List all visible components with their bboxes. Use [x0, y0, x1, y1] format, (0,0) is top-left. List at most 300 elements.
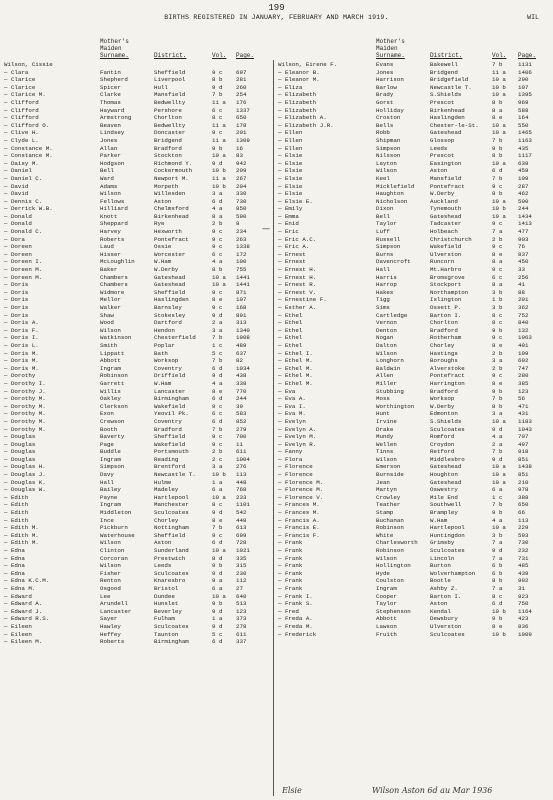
- entry-mother: Baverty: [100, 433, 125, 441]
- entry-district: Pershore: [154, 106, 182, 114]
- entry-page: 611: [236, 630, 247, 638]
- entry-name: — Francis F.: [278, 531, 320, 539]
- register-entry: [4, 152, 270, 160]
- entry-vol: 9 d: [212, 372, 223, 380]
- entry-vol: 6 c: [212, 250, 223, 258]
- register-entry: [4, 175, 270, 183]
- entry-name: Wilson, Cissie: [4, 61, 53, 68]
- entry-page: 39: [236, 402, 243, 410]
- entry-mother: Wilson: [100, 562, 121, 570]
- entry-district: Dewsbury: [430, 615, 458, 623]
- register-entry: [4, 509, 270, 517]
- register-entry: [4, 258, 270, 266]
- entry-mother: Hilliard: [100, 205, 128, 213]
- entry-district: Worksop: [154, 357, 179, 365]
- entry-district: Boroughs: [430, 357, 458, 365]
- entry-mother: Waterhouse: [100, 531, 135, 539]
- entry-page: 588: [518, 106, 529, 114]
- entry-name: — Ethel I.: [278, 349, 313, 357]
- entry-page: 1101: [236, 501, 250, 509]
- entry-name: — Francis E.: [278, 524, 320, 532]
- entry-district: Bradford: [154, 144, 182, 152]
- entry-name: — Eva I.: [278, 402, 306, 410]
- register-entry: [4, 327, 270, 335]
- entry-vol: 9 b: [212, 144, 223, 152]
- entry-district: Barton I.: [430, 592, 462, 600]
- entry-district: Chester-le-St.: [430, 121, 479, 129]
- register-entry: [278, 304, 550, 312]
- entry-page: 448: [236, 516, 247, 524]
- entry-district: Chorlton: [430, 319, 458, 327]
- entry-vol: 7 b: [492, 136, 503, 144]
- entry-page: 107: [236, 296, 247, 304]
- entry-district: Portsmouth: [154, 448, 189, 456]
- entry-name: — Edith M.: [4, 539, 39, 547]
- entry-page: 1034: [236, 364, 250, 372]
- entry-name: — Evelyn M.: [278, 433, 317, 441]
- entry-page: 315: [236, 562, 247, 570]
- entry-page: 234: [236, 228, 247, 236]
- district-header: District.: [154, 52, 187, 59]
- register-entry: [4, 463, 270, 471]
- entry-mother: Shepherd: [100, 76, 128, 84]
- register-entry: [278, 463, 550, 471]
- register-entry: [278, 190, 550, 198]
- register-entry: [278, 175, 550, 183]
- entry-mother: Abbott: [376, 615, 397, 623]
- register-entry: [4, 220, 270, 228]
- entry-mother: Lawson: [376, 622, 397, 630]
- volume-label: WIL: [527, 14, 539, 21]
- entry-name: — Douglas: [4, 455, 36, 463]
- entry-page: 513: [236, 600, 247, 608]
- entry-name: — Dorothy M.: [4, 402, 46, 410]
- entry-vol: 6 d: [492, 600, 503, 608]
- register-entry: [4, 410, 270, 418]
- entry-district: Doncaster: [154, 129, 186, 137]
- entry-name: — Clarice: [4, 83, 36, 91]
- register-entry: [4, 623, 270, 631]
- register-entry: [4, 577, 270, 585]
- entry-mother: Robinson: [376, 547, 404, 554]
- entry-mother: Teather: [376, 501, 401, 509]
- entry-district: Driffield: [154, 372, 186, 380]
- entry-mother: Cooper: [376, 592, 397, 600]
- entry-vol: 2 a: [212, 319, 223, 327]
- entry-page: 902: [518, 577, 529, 585]
- entry-page: 611: [236, 448, 247, 456]
- register-entry: [4, 251, 270, 259]
- entry-page: 41: [518, 281, 525, 289]
- entry-page: 201: [518, 296, 529, 304]
- entry-page: 109: [518, 174, 529, 182]
- register-entry: [278, 198, 550, 206]
- entry-vol: 6 d: [492, 167, 503, 175]
- entry-district: Yeovil Pk.: [154, 410, 189, 418]
- entry-mother: Irvine: [376, 417, 397, 425]
- entry-name: — Eric A.C.: [278, 235, 317, 243]
- entry-page: 1465: [518, 129, 532, 137]
- register-entry: [278, 577, 550, 585]
- entry-district: Liverpool: [154, 76, 186, 84]
- entry-name: — Ernestine F.: [278, 296, 327, 304]
- register-entry: [4, 160, 270, 168]
- register-entry: [278, 243, 550, 251]
- entry-district: Wakefield: [154, 402, 186, 410]
- entry-vol: 9 c: [492, 220, 503, 228]
- entry-mother: Willis: [100, 387, 121, 395]
- entry-name: — Daisy M.: [4, 159, 39, 167]
- entry-mother: White: [376, 531, 394, 539]
- entry-name: — Edward R.S.: [4, 615, 50, 623]
- entry-district: Alverstoke: [430, 364, 465, 372]
- entry-vol: 6 c: [492, 273, 503, 281]
- entry-vol: 1 a: [212, 478, 223, 486]
- entry-vol: 8 e: [212, 516, 223, 524]
- entry-page: 747: [518, 364, 529, 372]
- entry-vol: 2 c: [212, 455, 223, 463]
- entry-vol: 8 e: [492, 622, 503, 630]
- entry-page: 1021: [236, 547, 250, 554]
- entry-page: 969: [518, 98, 529, 106]
- entry-vol: 8 e: [212, 387, 223, 395]
- entry-name: — Doris F.: [4, 326, 39, 334]
- entry-name: — Clara: [4, 68, 29, 76]
- entry-district: Newcastle T.: [430, 83, 472, 91]
- entry-name: — Eric A.: [278, 243, 310, 251]
- entry-mother: Holliday: [376, 106, 404, 114]
- entry-vol: 7 a: [492, 554, 503, 562]
- entry-name: — Dorothy: [4, 372, 36, 380]
- entry-page: 201: [236, 129, 247, 137]
- entry-mother: Burns: [376, 250, 394, 258]
- entry-mother: Booth: [100, 425, 118, 433]
- entry-name: — Edith: [4, 493, 29, 501]
- entry-district: Worcester: [154, 250, 186, 258]
- entry-mother: Robinson: [376, 524, 404, 532]
- entry-page: 836: [518, 622, 529, 630]
- entry-district: Birmingham: [154, 395, 189, 403]
- entry-vol: 10 a: [212, 273, 226, 281]
- entry-mother: Stubbing: [376, 387, 404, 395]
- entry-name: — Doris M.: [4, 349, 39, 357]
- entry-district: Oswestry: [430, 486, 458, 494]
- entry-vol: 10 a: [492, 76, 506, 84]
- register-entry: [278, 122, 550, 130]
- entry-name: — Ellen: [278, 136, 303, 144]
- register-entry: [278, 145, 550, 153]
- entry-page: 1434: [518, 212, 532, 220]
- entry-district: W.Derby: [154, 266, 179, 274]
- entry-page: 388: [518, 493, 529, 501]
- entry-district: Barton I.: [430, 311, 462, 319]
- vol-header: Vol.: [212, 52, 227, 59]
- entry-mother: Sheppard: [100, 220, 128, 228]
- entry-mother: Sims: [376, 304, 390, 311]
- entry-mother: Keel: [376, 174, 390, 182]
- entry-name: — Elizabeth A.: [278, 114, 327, 122]
- vol-header: Vol.: [492, 52, 507, 59]
- register-entry: [4, 524, 270, 532]
- entry-name: — Doris L.: [4, 341, 39, 349]
- entry-vol: 10 b: [492, 607, 506, 615]
- entry-vol: 6 b: [492, 569, 503, 577]
- entry-vol: 8 c: [212, 114, 223, 122]
- entry-name: — Eleanor B.: [278, 68, 320, 76]
- entry-page: 699: [236, 531, 247, 539]
- entry-mother: Burnside: [376, 471, 404, 479]
- entry-page: 76: [518, 243, 525, 251]
- entry-mother: Wellen: [376, 440, 397, 448]
- entry-page: 1395: [518, 91, 532, 99]
- entry-page: 168: [236, 304, 247, 311]
- register-entry: [278, 107, 550, 115]
- entry-name: — David: [4, 190, 29, 198]
- entry-name: — Ethel: [278, 334, 303, 342]
- entry-vol: 10 a: [492, 197, 506, 205]
- entry-name: — Eva A.: [278, 395, 306, 403]
- entry-page: 280: [518, 372, 529, 380]
- entry-district: Prescot: [430, 98, 455, 106]
- entry-page: 438: [236, 372, 247, 380]
- handwritten-name: Elsie: [282, 786, 302, 795]
- register-entry: [4, 433, 270, 441]
- entry-district: Morpeth: [154, 182, 179, 190]
- entry-mother: Shipman: [376, 136, 401, 144]
- entry-mother: Barlow: [376, 83, 397, 91]
- entry-district: Haslingden: [154, 296, 189, 304]
- entry-page: 891: [236, 311, 247, 319]
- register-entry: [4, 380, 270, 388]
- entry-district: Ulverston: [430, 250, 462, 258]
- register-entry: [278, 220, 550, 228]
- entry-page: 1413: [518, 220, 532, 228]
- register-entry: [4, 243, 270, 251]
- entry-page: 254: [236, 91, 247, 99]
- entry-page: 1164: [518, 607, 532, 615]
- entry-page: 942: [236, 159, 247, 167]
- entry-page: 593: [518, 531, 529, 539]
- entry-mother: Garrett: [100, 379, 125, 387]
- entry-name: — Frank: [278, 569, 303, 577]
- entry-vol: 8 b: [492, 190, 503, 198]
- register-entry: [278, 555, 550, 563]
- entry-page: 279: [236, 425, 247, 433]
- entry-mother: Buchanan: [376, 516, 404, 524]
- register-entry: [278, 312, 550, 320]
- entry-vol: 6 d: [212, 417, 223, 425]
- entry-vol: 7 b: [212, 524, 223, 532]
- entry-district: Chesterfield: [154, 334, 196, 342]
- entry-vol: 9 c: [492, 182, 503, 190]
- entry-name: — Eric: [278, 228, 299, 236]
- entry-page: 450: [518, 258, 529, 266]
- entry-name: — Doris: [4, 311, 29, 319]
- entry-mother: Wilson: [376, 554, 397, 562]
- entry-page: 1337: [236, 106, 250, 114]
- entry-district: Bromsgrove: [430, 273, 465, 281]
- entry-name: — Edward J.: [4, 607, 43, 615]
- entry-district: Hendon: [154, 326, 175, 334]
- entry-page: 439: [518, 569, 529, 577]
- entry-district: Croydon: [430, 440, 455, 448]
- entry-page: 107: [518, 83, 529, 91]
- entry-vol: 7 b: [212, 334, 223, 342]
- entry-district: Rye: [154, 220, 165, 228]
- entry-page: 978: [518, 486, 529, 494]
- register-entry: [278, 593, 550, 601]
- register-entry: [4, 145, 270, 153]
- entry-vol: 9 a: [212, 577, 223, 585]
- entry-district: W.Ham: [430, 516, 448, 524]
- entry-name: — Douglas H.: [4, 463, 46, 471]
- entry-district: Pontefract: [430, 372, 465, 380]
- entry-mother: Clerkson: [100, 402, 128, 410]
- entry-district: Dartford: [154, 319, 182, 327]
- entry-district: Bradford: [430, 387, 458, 395]
- entry-vol: 8 a: [212, 212, 223, 220]
- entry-district: Burton: [430, 562, 451, 570]
- register-entry: [278, 327, 550, 335]
- entry-vol: 6 b: [492, 562, 503, 570]
- entry-page: 923: [518, 592, 529, 600]
- entry-vol: 9 c: [212, 288, 223, 296]
- entry-name: — Doris: [4, 304, 29, 311]
- entry-vol: 1 a: [212, 615, 223, 623]
- entry-district: Aston: [154, 197, 172, 205]
- entry-district: Tynemouth: [430, 205, 462, 213]
- entry-vol: 2 b: [492, 235, 503, 243]
- register-entry: [4, 532, 270, 540]
- entry-district: Sheffield: [154, 531, 186, 539]
- entry-name: — Clifford: [4, 114, 39, 122]
- entry-district: Gateshead: [430, 129, 462, 137]
- register-entry: [4, 631, 270, 639]
- entry-name: — Doris: [4, 296, 29, 304]
- entry-district: Lancaster: [154, 387, 186, 395]
- entry-vol: 7 a: [492, 584, 503, 592]
- entry-name: — Dorothy I.: [4, 379, 46, 387]
- entry-name: — Frank S.: [278, 600, 313, 608]
- page-header: Page.: [236, 52, 255, 59]
- register-entry: [278, 562, 550, 570]
- entry-name: — Clive H.: [4, 129, 39, 137]
- entry-mother: Arundell: [100, 600, 128, 608]
- register-entry: [278, 319, 550, 327]
- entry-mother: Smith: [100, 341, 118, 349]
- page-title: BIRTHS REGISTERED IN JANUARY, FEBRUARY AND MARCH 1919.: [164, 14, 389, 21]
- entry-mother: Baker: [100, 266, 118, 274]
- entry-district: Middlesbro: [430, 455, 465, 463]
- entry-vol: 3 a: [492, 410, 503, 418]
- entry-vol: 10 a: [212, 493, 226, 501]
- entry-page: 768: [236, 486, 247, 494]
- entry-district: Holbeach: [430, 228, 458, 236]
- entry-page: 33: [518, 266, 525, 274]
- entry-district: Sculcoates: [154, 622, 189, 630]
- entry-name: — Doris I.: [4, 334, 39, 342]
- entry-vol: 9 c: [212, 531, 223, 539]
- entry-district: Taunton: [154, 630, 179, 638]
- right-column: [278, 28, 550, 798]
- register-entry: [278, 129, 550, 137]
- entry-mother: Micklefield: [376, 182, 415, 190]
- entry-name: — Edward: [4, 592, 32, 600]
- entry-page: 707: [518, 433, 529, 441]
- entry-district: Northampton: [430, 288, 469, 296]
- entry-district: Grimsby: [430, 539, 455, 547]
- entry-vol: 10 a: [492, 478, 506, 486]
- entry-name: — Florence: [278, 471, 313, 479]
- entry-mother: Nicholson: [376, 197, 408, 205]
- entry-district: Glossop: [430, 136, 455, 144]
- entry-mother: Wood: [100, 319, 114, 327]
- entry-district: Auckland: [430, 197, 458, 205]
- entry-page: 1008: [236, 334, 250, 342]
- entry-district: Reading: [154, 455, 179, 463]
- register-entry: [4, 350, 270, 358]
- entry-page: 132: [518, 326, 529, 334]
- entry-mother: Jones: [100, 136, 118, 144]
- entry-name: — Doris: [4, 288, 29, 296]
- entry-page: 8: [236, 220, 240, 228]
- entry-mother: Taylor: [376, 600, 397, 608]
- register-entry: [278, 372, 550, 380]
- entry-page: 1163: [518, 136, 532, 144]
- register-entry: [4, 274, 270, 282]
- entry-mother: Ingram: [100, 364, 121, 372]
- entry-name: — Dorothy M.: [4, 417, 46, 425]
- entry-page: 66: [518, 509, 525, 517]
- register-entry: [4, 129, 270, 137]
- register-entry: [278, 517, 550, 525]
- entry-name: — Doris: [4, 281, 29, 289]
- entry-page: 232: [518, 547, 529, 554]
- entry-vol: 9 c: [492, 266, 503, 274]
- entry-name: — Edith: [4, 516, 29, 524]
- entry-district: Willesden: [154, 190, 186, 198]
- entry-name: — Doreen M.: [4, 273, 43, 281]
- register-entry: [4, 228, 270, 236]
- entry-page: 500: [518, 197, 529, 205]
- register-entry: [278, 342, 550, 350]
- entry-district: W.Ham: [154, 258, 172, 266]
- register-entry: [278, 334, 550, 342]
- entry-name: — Frederick: [278, 630, 317, 638]
- entry-name: — Florence: [278, 463, 313, 471]
- entry-district: W.Derby: [430, 402, 455, 410]
- entry-mother: Hyde: [376, 569, 390, 577]
- entry-name: — Frances M.: [278, 509, 320, 517]
- entry-mother: Moss: [376, 395, 390, 403]
- entry-vol: 4 a: [212, 205, 223, 213]
- entry-name: — Ethel M.: [278, 364, 313, 372]
- entry-district: Kendal: [430, 607, 451, 615]
- entry-vol: 11 a: [212, 174, 226, 182]
- register-entry: [4, 190, 270, 198]
- entry-page: 918: [518, 448, 529, 456]
- entry-vol: 7 b: [212, 425, 223, 433]
- entry-vol: 10 a: [492, 159, 506, 167]
- entry-page: 1004: [236, 455, 250, 463]
- entry-district: Nottingham: [154, 524, 189, 532]
- register-entry: [4, 122, 270, 130]
- entry-vol: 8 b: [492, 98, 503, 106]
- entry-vol: 11 a: [212, 98, 226, 106]
- entry-mother: Denton: [376, 326, 397, 334]
- entry-mother: Worthington: [376, 402, 415, 410]
- entry-page: 435: [518, 144, 529, 152]
